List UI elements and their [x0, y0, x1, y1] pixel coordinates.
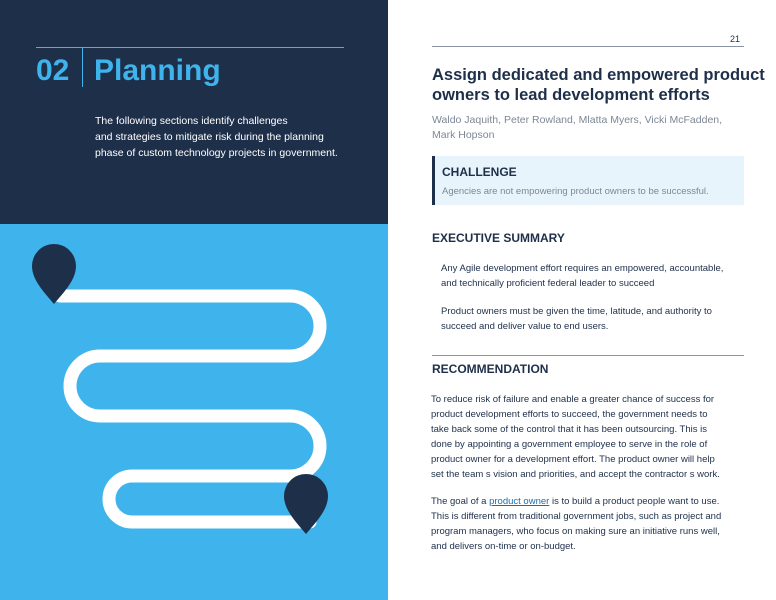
challenge-text: Agencies are not empowering product owners to be successful. [442, 186, 709, 197]
body-line [431, 494, 751, 509]
chapter-header-panel [0, 0, 388, 224]
section-rule [432, 355, 744, 356]
page-top-rule [432, 46, 744, 47]
title-line: owners to lead development efforts [432, 86, 710, 104]
page-number: 21 [730, 34, 741, 44]
body-line: and delivers on-time or on-budget. [431, 541, 576, 552]
summary-line: Any Agile development effort requires an empowered, accountable, [441, 263, 724, 274]
winding-road [0, 224, 388, 600]
recommendation-heading: RECOMMENDATION [432, 362, 549, 376]
body-line: set the team s vision and priorities, and accept the contractor s work. [431, 469, 720, 480]
intro-line: and strategies to mitigate risk during the planning [95, 131, 324, 143]
body-line: take back some of the control that it has been outsourcing. This is [431, 424, 708, 435]
chapter-title: Planning [94, 54, 221, 87]
body-line: This is different from traditional government jobs, such as project and [431, 511, 722, 522]
challenge-heading: CHALLENGE [442, 165, 517, 179]
body-line: product development efforts to succeed, the government needs to [431, 409, 708, 420]
recommendation-paragraph [431, 494, 751, 554]
title-line: Assign dedicated and empowered product [432, 66, 765, 84]
article-title [432, 65, 765, 105]
summary-line: Product owners must be given the time, latitude, and authority to [441, 306, 712, 317]
challenge-callout [432, 156, 744, 205]
chapter-number: 02 [36, 54, 70, 87]
executive-summary-paragraph [441, 261, 751, 291]
intro-line: phase of custom technology projects in government. [95, 147, 338, 159]
summary-line: and technically proficient federal leader to succeed [441, 278, 655, 289]
author-list [432, 113, 752, 143]
product-owner-link[interactable]: product owner [489, 496, 550, 507]
roadmap-illustration [0, 224, 388, 600]
recommendation-paragraph [431, 392, 751, 482]
summary-line: succeed and deliver value to end users. [441, 321, 609, 332]
author-line: Waldo Jaquith, Peter Rowland, Mlatta Myers, Vicki McFadden, [432, 114, 723, 126]
intro-line: The following sections identify challenges [95, 115, 288, 127]
body-line: program managers, who focus on making sure an initiative runs well, [431, 526, 720, 537]
executive-summary-heading: EXECUTIVE SUMMARY [432, 231, 565, 245]
body-line: done by appointing a government employee to serve in the role of [431, 439, 708, 450]
author-line: Mark Hopson [432, 129, 495, 141]
body-line: product owner for a development effort. The product owner will help [431, 454, 715, 465]
chapter-divider [82, 47, 83, 87]
executive-summary-paragraph [441, 304, 751, 334]
body-text: The goal of a [431, 496, 490, 507]
body-line: To reduce risk of failure and enable a greater chance of success for [431, 394, 715, 405]
body-text: is to build a product people want to use. [549, 496, 720, 507]
chapter-intro [95, 113, 355, 161]
